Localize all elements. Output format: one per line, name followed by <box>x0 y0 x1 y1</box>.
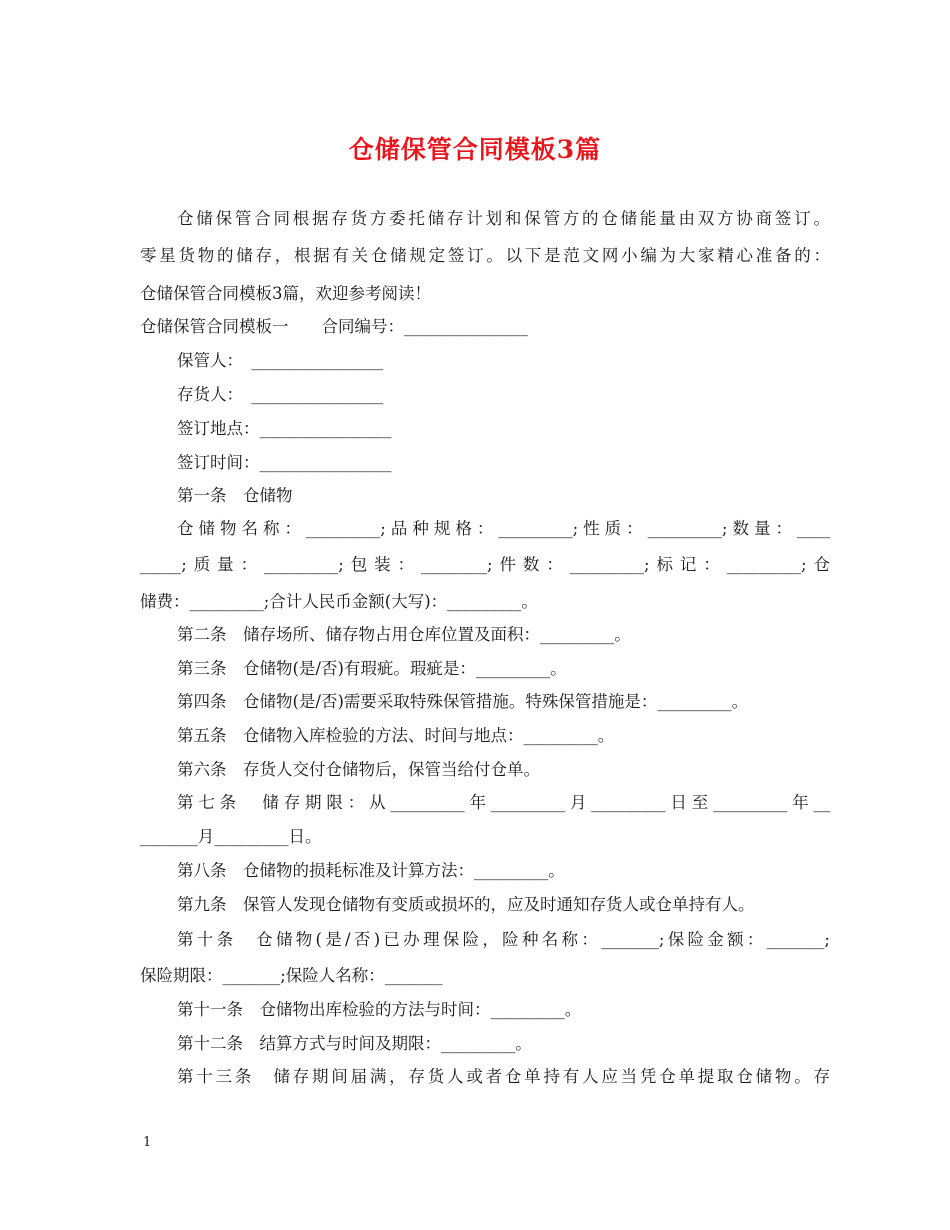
article-line: 第八条 仓储物的损耗标准及计算方法：_________。 <box>177 861 565 880</box>
article-line: _______月_________日。 <box>140 827 322 846</box>
article-line: 第二条 储存场所、储存物占用仓库位置及面积：_________。 <box>177 625 631 644</box>
article-line: 第六条 存货人交付仓储物后，保管当给付仓单。 <box>177 760 540 779</box>
intro-paragraph-line: 仓储保管合同模板3篇，欢迎参考阅读！ <box>140 284 431 303</box>
article-line: 保险期限：_______;保险人名称：_______ <box>140 966 443 985</box>
field-depositor: 存货人： ________________ <box>177 385 384 404</box>
article-line: _____;质量：_________;包装：________;件数：_________;标记：_________;仓 <box>140 555 830 574</box>
article-line: 第十二条 结算方式与时间及期限：_________。 <box>177 1034 532 1053</box>
article-line: 第十三条 储存期间届满，存货人或者仓单持有人应当凭仓单提取仓储物。存 <box>177 1067 830 1086</box>
article-line: 第十一条 仓储物出库检验的方法与时间：_________。 <box>177 1000 582 1019</box>
article-line: 第七条 储存期限：从_________年_________月_________日至_________年__ <box>177 793 830 812</box>
article-line: 第一条 仓储物 <box>177 486 293 505</box>
intro-paragraph-line: 仓储保管合同根据存货方委托储存计划和保管方的仓储能量由双方协商签订。 <box>177 209 830 228</box>
article-line: 第十条 仓储物(是/否)已办理保险，险种名称：_______;保险金额：_______; <box>177 930 830 949</box>
article-line: 第五条 仓储物入库检验的方法、时间与地点：_________。 <box>177 726 615 745</box>
article-line: 仓储物名称：_________;品种规格：_________;性质：_________;数量：____ <box>177 519 830 538</box>
page-number: 1 <box>143 1135 152 1150</box>
article-line: 第三条 仓储物(是/否)有瑕疵。瑕疵是：_________。 <box>177 659 567 678</box>
document-title: 仓储保管合同模板3篇 <box>348 135 602 164</box>
field-signing-place: 签订地点：________________ <box>177 419 392 438</box>
field-keeper: 保管人： ________________ <box>177 351 384 370</box>
contract-header: 仓储保管合同模板一 合同编号：_______________ <box>140 317 528 336</box>
article-line: 储费：_________;合计人民币金额(大写)：_________。 <box>140 592 538 611</box>
intro-paragraph-line: 零星货物的储存，根据有关仓储规定签订。以下是范文网小编为大家精心准备的： <box>140 246 830 265</box>
article-line: 第九条 保管人发现仓储物有变质或损坏的，应及时通知存货人或仓单持有人。 <box>177 895 755 914</box>
article-line: 第四条 仓储物(是/否)需要采取特殊保管措施。特殊保管措施是：_________。 <box>177 692 749 711</box>
field-signing-time: 签订时间：________________ <box>177 453 392 472</box>
